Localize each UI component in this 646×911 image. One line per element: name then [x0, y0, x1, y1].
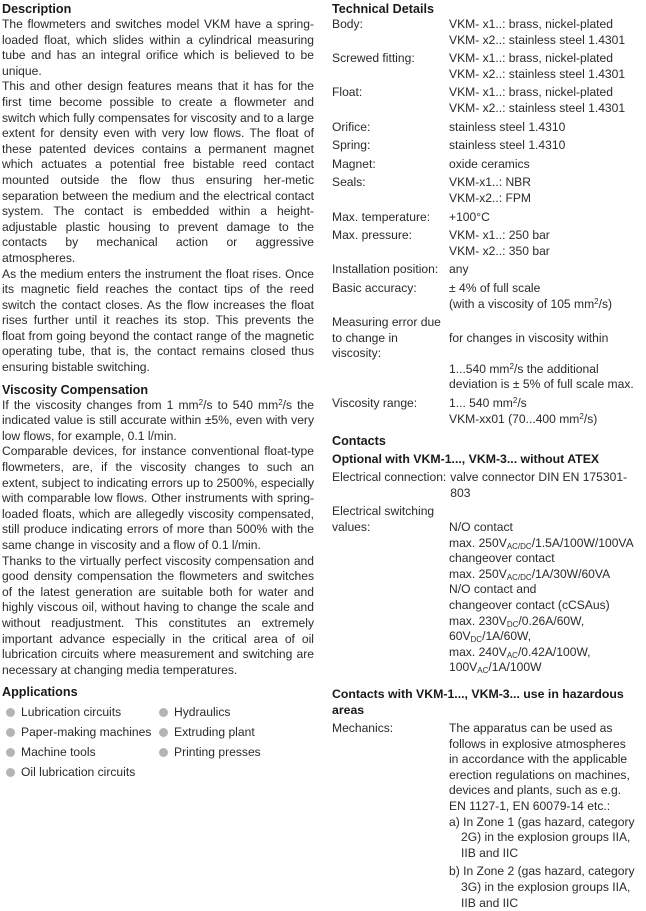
list-item: Extruding plant: [155, 724, 305, 740]
technical-details-heading: Technical Details: [332, 2, 434, 16]
spec-row-max-pressure: Max. pressure: VKM- x1..: 250 bar VKM- x2..: 350 bar: [332, 228, 550, 258]
spec-row-seals: Seals: VKM-x1..: NBR VKM-x2..: FPM: [332, 175, 531, 205]
spec-row-body: Body: VKM- x1..: brass, nickel-plated VKM- x2..: stainless steel 1.4301: [332, 17, 626, 47]
list-item: Oil lubrication circuits: [2, 764, 155, 780]
viscosity-paragraph-1: If the viscosity changes from 1 $mm^2/s$ to 540 $mm^2/s$ the indicated value is still accurate within ±5%, even with very low flows, for example, 0.1 l/min.: [2, 397, 314, 443]
bullet-icon: [6, 768, 15, 777]
spec-row-orifice: Orifice: stainless steel 1.4310: [332, 119, 566, 134]
applications-heading: Applications: [2, 685, 78, 700]
spec-row-spring: Spring: stainless steel 1.4310: [332, 138, 566, 153]
bullet-icon: [159, 708, 168, 717]
spec-row-float: Float: VKM- x1..: brass, nickel-plated VKM- x2..: stainless steel 1.4301: [332, 85, 626, 115]
spec-row-viscosity-range: Viscosity range: 1... 540 $mm^2/s$ VKM-xx01 (70...400 $mm^2/s$): [332, 396, 598, 426]
spec-row-screwed-fitting: Screwed fitting: VKM- x1..: brass, nickel-plated VKM- x2..: stainless steel 1.4301: [332, 51, 626, 81]
spec-row-basic-accuracy: Basic accuracy: ± 4% of full scale (with a viscosity of 105 $mm^2/s$): [332, 280, 613, 311]
description-paragraph-3: As the medium enters the instrument the float rises. Once its magnetic field reaches the contact tips of the reed switch the contact closes. As the flow increases the float rises further until it reaches its stop. This prevents the float from going beyond the contact range of the magnetic operating tube, that is, the contact remains closed thus ensuring bistable switching.: [2, 266, 314, 375]
spec-row-switching-values: Electrical switching values: N/O contact max. $250V_{AC/DC}/1.5A/100W/100VA$ changeover contact max. $250V_{AC/DC}/1A/30W/60VA$ N/O contact and changeover contact (cCSAus) max. $230V_{DC}/0.26A/60W$, $60V_{DC}/1A/60W$, max. $240V_{AC}/0.42A/100W$, $100V_{AC}/1A/100W$: [332, 504, 634, 676]
list-item: Printing presses: [155, 744, 305, 760]
right-column: [332, 1, 644, 911]
contacts-hazardous-subheading: Contacts with VKM-1..., VKM-3... use in hazardous areas: [332, 686, 624, 717]
spec-row-mechanics: Mechanics: The apparatus can be used as follows in explosive atmospheres in accordance with the applicable erection regulations on machines, devices and plants, such as e.g. EN 1127-1, EN 60079-14 etc.: a) In Zone 1 (gas hazard, category 2G) in the explosion groups IIA, IIB and IIC b) In Zone 2 (gas hazard, category 3G) in the explosion groups IIA, IIB and IIC: [332, 720, 635, 910]
list-item: Machine tools: [2, 744, 155, 760]
spec-row-max-temperature: Max. temperature: +100°C: [332, 209, 490, 224]
description-paragraph-1: The flowmeters and switches model VKM have a spring-loaded float, which slides within a cylindrical measuring tube and has an integral orifice which is believed to be unique.: [2, 17, 314, 78]
list-item: Lubrication circuits: [2, 704, 155, 720]
contacts-optional-subheading: Optional with VKM-1..., VKM-3... without ATEX: [332, 452, 600, 467]
spec-row-electrical-connection: Electrical connection: valve connector DIN EN 175301-803: [332, 470, 628, 500]
applications-list: [2, 704, 314, 780]
bullet-icon: [6, 748, 15, 757]
bullet-icon: [159, 728, 168, 737]
description-heading: Description: [2, 2, 72, 16]
bullet-icon: [6, 708, 15, 717]
spec-row-measuring-error: Measuring error due to change in viscosity: for changes in viscosity within 1...540 $mm^2/s$ the additional deviation is ± 5% of full scale max.: [332, 315, 634, 392]
list-item: Paper-making machines: [2, 724, 155, 740]
spec-row-installation-position: Installation position: any: [332, 262, 469, 277]
list-item: Hydraulics: [155, 704, 305, 720]
left-column: [2, 1, 314, 780]
contacts-heading: Contacts: [332, 434, 386, 449]
description-paragraph-2: This and other design features means that it has for the first time become possible to create a flowmeter and switch which fully compensates for viscosity and to a large extent for density even with very low flows. The float of these patented devices contains a permanent magnet which actuates a potential free bistable reed contact mounted outside the flow thus ensuring her-metic separation between the medium and the electrical contact system. The contact is embedded within a height-adjustable plastic housing to prevent damage to the contacts by mechanical action or aggressive atmospheres.: [2, 79, 314, 265]
viscosity-paragraph-3: Thanks to the virtually perfect viscosity compensation and good density compensation the flowmeters and switches of the latest generation are suitable both for water and highly viscous oil, without having to change the scale and without readjustment. This constitutes an extremely important advance especially in the critical area of oil lubrication circuits where measurement and switching are necessary at changing media temperatures.: [2, 553, 314, 677]
spec-row-magnet: Magnet: oxide ceramics: [332, 156, 530, 171]
viscosity-paragraph-2: Comparable devices, for instance conventional float-type flowmeters, are, if the viscosity changes to such an extent, subject to indicating errors up to 2500%, especially with comparable low flows. Other instruments with spring-loaded floats, which are allegedly viscosity compensated, still produce indicating errors of more than 500% with the same change in viscosity and a flow of 0.1 l/min.: [2, 444, 314, 552]
viscosity-heading: Viscosity Compensation: [2, 382, 149, 397]
bullet-icon: [6, 728, 15, 737]
bullet-icon: [159, 748, 168, 757]
